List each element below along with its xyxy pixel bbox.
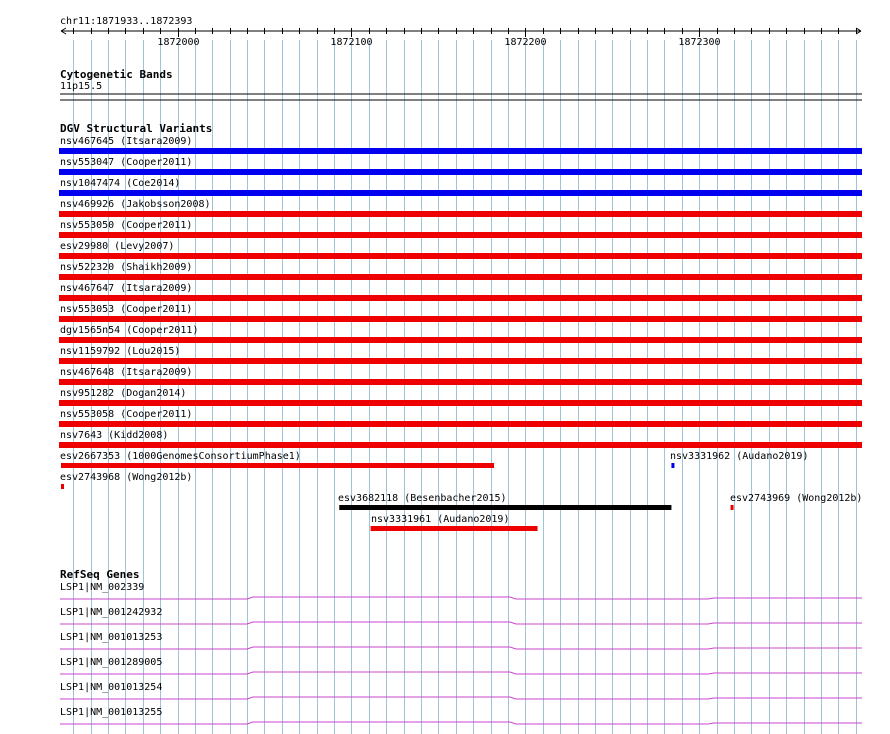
- ruler-tick-label: 1872300: [678, 37, 721, 48]
- refseq-gene-model[interactable]: [60, 697, 862, 699]
- refseq-gene-model[interactable]: [60, 672, 862, 674]
- refseq-gene-model[interactable]: [60, 647, 862, 649]
- dgv-variant-bar[interactable]: [61, 484, 64, 489]
- refseq-title: RefSeq Genes: [60, 568, 140, 581]
- refseq-gene[interactable]: [60, 682, 862, 699]
- refseq-gene[interactable]: [60, 607, 862, 624]
- dgv-variant-bar[interactable]: [671, 463, 674, 468]
- dgv-variant-bar[interactable]: [339, 505, 671, 510]
- dgv-variant-bar[interactable]: [59, 379, 862, 385]
- dgv-variant-bar[interactable]: [59, 232, 862, 238]
- cytoband-title: Cytogenetic Bands: [60, 68, 173, 81]
- dgv-variant-label: esv29980 (Levy2007): [60, 241, 175, 252]
- refseq-gene-model[interactable]: [60, 722, 862, 724]
- dgv-variant[interactable]: [59, 262, 862, 280]
- refseq-gene[interactable]: [60, 582, 862, 599]
- refseq-gene-model[interactable]: [60, 622, 862, 624]
- dgv-variant-bar[interactable]: [371, 526, 538, 531]
- dgv-variant-label: nsv7643 (Kidd2008): [60, 430, 169, 441]
- refseq-gene-label: LSP1|NM_001013253: [60, 632, 163, 643]
- dgv-variant[interactable]: [59, 388, 862, 406]
- dgv-variant-label: nsv553058 (Cooper2011): [60, 409, 193, 420]
- ruler-track[interactable]: [60, 16, 861, 48]
- dgv-variant-label: esv2667353 (1000GenomesConsortiumPhase1): [60, 451, 301, 462]
- dgv-variant-label: nsv951282 (Dogan2014): [60, 388, 187, 399]
- dgv-variant-label: nsv1047474 (Coe2014): [60, 178, 181, 189]
- dgv-variant[interactable]: [59, 136, 862, 154]
- dgv-variant[interactable]: [59, 409, 862, 427]
- dgv-variant-label: nsv467647 (Itsara2009): [60, 283, 193, 294]
- dgv-variant-bar[interactable]: [61, 463, 494, 468]
- refseq-track[interactable]: [60, 568, 862, 724]
- refseq-gene-label: LSP1|NM_001242932: [60, 607, 163, 618]
- ruler-tick-label: 1872000: [157, 37, 200, 48]
- dgv-variant-label: nsv1159792 (Lou2015): [60, 346, 181, 357]
- dgv-variant-label: nsv467645 (Itsara2009): [60, 136, 193, 147]
- dgv-variant-bar[interactable]: [59, 274, 862, 280]
- dgv-variant[interactable]: [59, 199, 862, 217]
- dgv-variant-label: nsv553047 (Cooper2011): [60, 157, 193, 168]
- refseq-gene[interactable]: [60, 632, 862, 649]
- dgv-variant-bar[interactable]: [59, 316, 862, 322]
- dgv-variant[interactable]: [730, 493, 862, 510]
- dgv-features: [59, 136, 862, 531]
- dgv-variant[interactable]: [59, 283, 862, 301]
- dgv-variant[interactable]: [59, 220, 862, 238]
- refseq-gene-label: LSP1|NM_001013255: [60, 707, 163, 718]
- dgv-variant-bar[interactable]: [59, 253, 862, 259]
- dgv-variant-label: esv3682118 (Besenbacher2015): [338, 493, 507, 504]
- dgv-variant-label: nsv522320 (Shaikh2009): [60, 262, 193, 273]
- dgv-variant[interactable]: [59, 325, 862, 343]
- refseq-gene-model[interactable]: [60, 597, 862, 599]
- dgv-variant-bar[interactable]: [59, 211, 862, 217]
- dgv-variant-bar[interactable]: [59, 337, 862, 343]
- dgv-variant-bar[interactable]: [59, 190, 862, 196]
- dgv-variant-label: nsv553053 (Cooper2011): [60, 304, 193, 315]
- dgv-track[interactable]: [59, 122, 862, 531]
- dgv-variant-bar[interactable]: [59, 148, 862, 154]
- dgv-variant[interactable]: [338, 493, 671, 510]
- region-label: chr11:1871933..1872393: [60, 16, 193, 27]
- dgv-variant[interactable]: [59, 430, 862, 448]
- dgv-variant[interactable]: [59, 178, 862, 196]
- dgv-variant[interactable]: [59, 346, 862, 364]
- dgv-variant[interactable]: [59, 241, 862, 259]
- refseq-gene-label: LSP1|NM_001013254: [60, 682, 163, 693]
- dgv-variant-bar[interactable]: [59, 442, 862, 448]
- dgv-variant-label: dgv1565n54 (Cooper2011): [60, 325, 199, 336]
- dgv-variant-bar[interactable]: [59, 421, 862, 427]
- dgv-variant[interactable]: [670, 451, 808, 468]
- cytoband-band-label: 11p15.5: [60, 81, 103, 92]
- dgv-variant-label: nsv469926 (Jakobsson2008): [60, 199, 211, 210]
- dgv-variant-bar[interactable]: [731, 505, 734, 510]
- dgv-title: DGV Structural Variants: [60, 122, 213, 135]
- dgv-variant-bar[interactable]: [59, 358, 862, 364]
- dgv-variant-label: nsv467648 (Itsara2009): [60, 367, 193, 378]
- refseq-gene[interactable]: [60, 707, 862, 724]
- dgv-variant[interactable]: [59, 367, 862, 385]
- dgv-variant-bar[interactable]: [59, 295, 862, 301]
- ruler-tick-label: 1872100: [330, 37, 373, 48]
- dgv-variant-label: nsv3331961 (Audano2019): [371, 514, 510, 525]
- ruler-tick-label: 1872200: [504, 37, 547, 48]
- dgv-variant[interactable]: [59, 157, 862, 175]
- dgv-variant-bar[interactable]: [59, 400, 862, 406]
- dgv-variant-label: nsv553050 (Cooper2011): [60, 220, 193, 231]
- dgv-variant-label: esv2743969 (Wong2012b): [730, 493, 863, 504]
- dgv-variant[interactable]: [59, 304, 862, 322]
- dgv-variant[interactable]: [371, 514, 538, 531]
- dgv-variant-label: esv2743968 (Wong2012b): [60, 472, 193, 483]
- refseq-gene-label: LSP1|NM_002339: [60, 582, 145, 593]
- refseq-gene-label: LSP1|NM_001289005: [60, 657, 163, 668]
- dgv-variant[interactable]: [60, 451, 494, 468]
- dgv-variant-bar[interactable]: [59, 169, 862, 175]
- refseq-gene[interactable]: [60, 657, 862, 674]
- cytoband-track[interactable]: [60, 68, 862, 100]
- refseq-features: [60, 582, 862, 724]
- dgv-variant[interactable]: [60, 472, 192, 489]
- dgv-variant-label: nsv3331962 (Audano2019): [670, 451, 809, 462]
